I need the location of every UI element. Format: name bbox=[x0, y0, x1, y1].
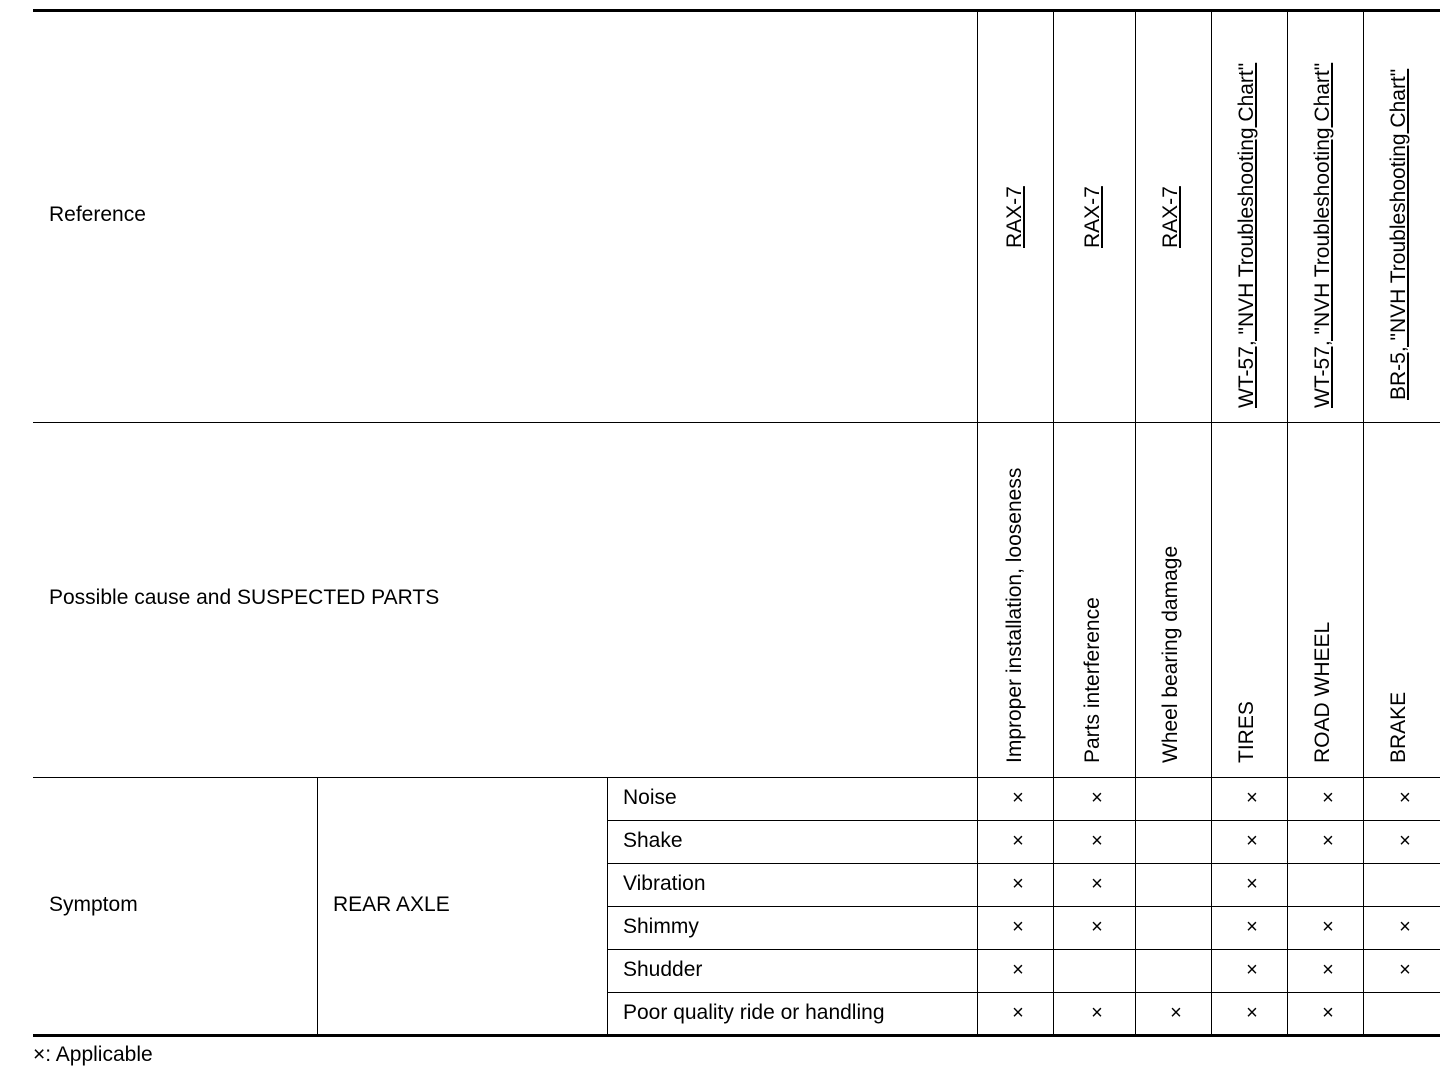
table-bottom-border bbox=[33, 1034, 1440, 1037]
symptom-name: Noise bbox=[623, 786, 677, 809]
symptom-row-divider bbox=[607, 992, 1440, 993]
applicable-mark: × bbox=[1399, 830, 1411, 852]
applicable-mark: × bbox=[1322, 959, 1334, 981]
column-divider bbox=[1211, 10, 1212, 1035]
cause-label: TIRES bbox=[1235, 701, 1258, 763]
reference-link[interactable]: WT-57, "NVH Troubleshooting Chart" bbox=[1235, 62, 1258, 408]
reference-link[interactable]: WT-57, "NVH Troubleshooting Chart" bbox=[1311, 62, 1334, 408]
applicable-mark: × bbox=[1012, 873, 1024, 895]
cause-label: ROAD WHEEL bbox=[1311, 621, 1334, 763]
applicable-mark: × bbox=[1322, 830, 1334, 852]
reference-link[interactable]: RAX-7 bbox=[1003, 186, 1026, 248]
symptom-name: Shudder bbox=[623, 958, 703, 981]
column-divider bbox=[1363, 10, 1364, 1035]
applicable-mark: × bbox=[1322, 787, 1334, 809]
applicable-mark: × bbox=[1399, 959, 1411, 981]
symptom-name: Vibration bbox=[623, 872, 706, 895]
applicable-mark: × bbox=[1322, 1002, 1334, 1024]
column-divider bbox=[977, 10, 978, 1035]
applicable-mark: × bbox=[1246, 873, 1258, 895]
symptom-row-divider bbox=[607, 820, 1440, 821]
applicable-mark: × bbox=[1322, 916, 1334, 938]
applicable-mark: × bbox=[1399, 787, 1411, 809]
applicable-mark: × bbox=[1091, 873, 1103, 895]
symptom-row-divider bbox=[607, 949, 1440, 950]
causes-label: Possible cause and SUSPECTED PARTS bbox=[49, 586, 440, 609]
applicable-mark: × bbox=[1012, 1002, 1024, 1024]
symptom-row-divider bbox=[607, 906, 1440, 907]
applicable-mark: × bbox=[1246, 1002, 1258, 1024]
symptom-name: Shimmy bbox=[623, 915, 699, 938]
symptom-label: Symptom bbox=[49, 893, 138, 916]
applicable-mark: × bbox=[1091, 1002, 1103, 1024]
applicable-mark: × bbox=[1170, 1002, 1182, 1024]
cause-row-divider bbox=[33, 777, 1440, 778]
reference-link[interactable]: RAX-7 bbox=[1081, 186, 1104, 248]
applicable-mark: × bbox=[1012, 830, 1024, 852]
applicable-mark: × bbox=[1012, 787, 1024, 809]
reference-link[interactable]: BR-5, "NVH Troubleshooting Chart" bbox=[1387, 68, 1410, 400]
applicable-mark: × bbox=[1246, 787, 1258, 809]
reference-link[interactable]: RAX-7 bbox=[1159, 186, 1182, 248]
applicable-mark: × bbox=[1012, 916, 1024, 938]
cause-label: BRAKE bbox=[1387, 691, 1410, 763]
column-divider bbox=[1135, 10, 1136, 1035]
column-divider bbox=[1053, 10, 1054, 1035]
applicable-mark: × bbox=[1091, 916, 1103, 938]
cause-label: Parts interference bbox=[1081, 597, 1104, 763]
legend: ×: Applicable bbox=[33, 1043, 153, 1066]
column-divider bbox=[317, 777, 318, 1035]
symptom-name: Poor quality ride or handling bbox=[623, 1001, 885, 1024]
symptom-group-label: REAR AXLE bbox=[333, 893, 450, 916]
applicable-mark: × bbox=[1399, 916, 1411, 938]
symptom-row-divider bbox=[607, 863, 1440, 864]
symptom-name: Shake bbox=[623, 829, 683, 852]
cause-label: Wheel bearing damage bbox=[1159, 545, 1182, 763]
table-top-border bbox=[33, 9, 1440, 12]
applicable-mark: × bbox=[1246, 916, 1258, 938]
cause-label: Improper installation, looseness bbox=[1003, 467, 1026, 763]
reference-row-divider bbox=[33, 422, 1440, 423]
reference-label: Reference bbox=[49, 203, 146, 226]
applicable-mark: × bbox=[1246, 830, 1258, 852]
column-divider bbox=[1287, 10, 1288, 1035]
applicable-mark: × bbox=[1091, 787, 1103, 809]
column-divider bbox=[607, 777, 608, 1035]
applicable-mark: × bbox=[1091, 830, 1103, 852]
applicable-mark: × bbox=[1246, 959, 1258, 981]
applicable-mark: × bbox=[1012, 959, 1024, 981]
